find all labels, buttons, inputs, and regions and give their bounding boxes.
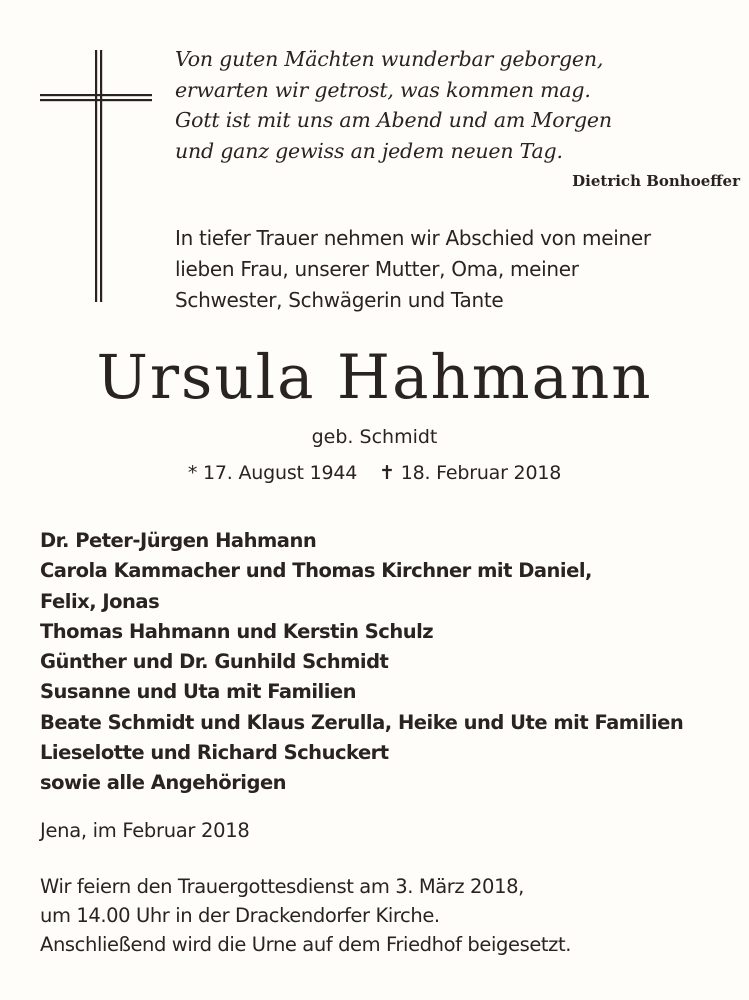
birth-date: * 17. August 1944 [187,462,358,484]
cross-icon [40,50,152,302]
intro-line: In tiefer Trauer nehmen wir Abschied von meiner [175,226,651,250]
service-line: um 14.00 Uhr in der Drackendorfer Kirche. [40,904,440,927]
birth-name: geb. Schmidt [311,426,438,448]
quote-line: erwarten wir getrost, was kommen mag. [175,77,591,102]
mourners-list [40,526,740,799]
mourner-line: Thomas Hahmann und Kerstin Schulz [40,619,434,643]
mourner-line: Dr. Peter-Jürgen Hahmann [40,529,317,552]
mourner-line: Günther und Dr. Gunhild Schmidt [40,650,389,674]
deceased-name: Ursula Hahmann [96,342,653,413]
life-dates [0,459,749,487]
bonhoeffer-quote [175,44,735,166]
mourner-line: Beate Schmidt und Klaus Zerulla, Heike und Ute mit Familien [40,710,684,734]
quote-author: Dietrich Bonhoeffer [572,172,740,190]
place-date: Jena, im Februar 2018 [40,819,250,842]
service-line: Anschließend wird die Urne auf dem Friedhof beigesetzt. [40,933,572,956]
quote-line: Von guten Mächten wunderbar geborgen, [175,47,604,71]
mourner-line: Felix, Jonas [40,589,160,613]
quote-line: und ganz gewiss an jedem neuen Tag. [175,138,563,163]
intro-line: Schwester, Schwägerin und Tante [175,288,504,312]
service-info [40,872,740,959]
service-line: Wir feiern den Trauergottesdienst am 3. März 2018, [40,875,524,898]
death-date: ✝ 18. Februar 2018 [379,462,562,484]
mourner-line: Lieselotte und Richard Schuckert [40,741,389,765]
mourner-line: Susanne und Uta mit Familien [40,680,357,704]
intro-line: lieben Frau, unserer Mutter, Oma, meiner [175,257,579,281]
intro-text [175,223,735,316]
mourner-line: sowie alle Angehörigen [40,771,287,795]
mourner-line: Carola Kammacher und Thomas Kirchner mit Daniel, [40,559,592,583]
quote-line: Gott ist mit uns am Abend und am Morgen [175,108,612,132]
